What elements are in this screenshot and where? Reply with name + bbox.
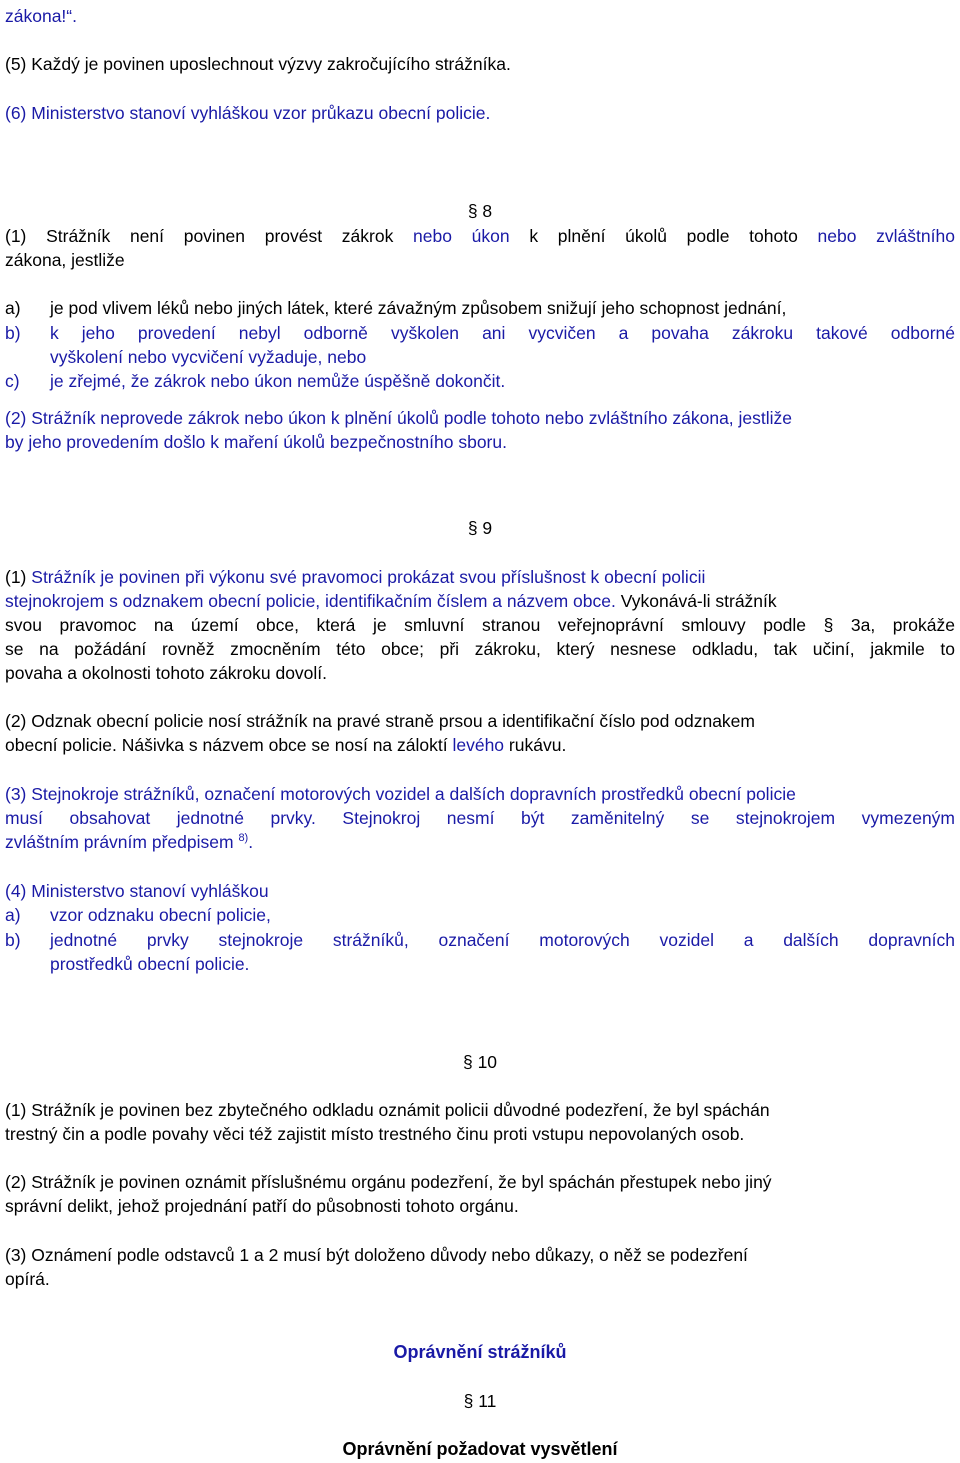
s9-p2-line1: (2) Odznak obecní policie nosí strážník na pravé straně prsou a identifikační číslo pod odznakem — [5, 711, 755, 731]
list-label-b: b) — [5, 930, 21, 950]
s8-item-b-line2: vyškolení nebo vycvičení vyžaduje, nebo — [50, 347, 367, 367]
s9-p2-line2: obecní policie. Nášivka s názvem obce se nosí na záloktí levého rukávu. — [5, 735, 567, 755]
s8-item-c: je zřejmé, že zákrok nebo úkon nemůže úspěšně dokončit. — [50, 371, 506, 391]
s9-p3-line1: (3) Stejnokroje strážníků, označení motorových vozidel a dalších dopravních prostředků obecní policie — [5, 784, 796, 804]
section-heading-10: § 10 — [462, 1052, 498, 1072]
list-label-c: c) — [5, 371, 20, 391]
section-heading-9: § 9 — [467, 518, 493, 538]
s8-item-a: je pod vlivem léků nebo jiných látek, které závažným způsobem snižují jeho schopnost jednání, — [50, 298, 787, 318]
s8-p2-line2: by jeho provedením došlo k maření úkolů bezpečnostního sboru. — [5, 432, 507, 452]
s10-p2-line1: (2) Strážník je povinen oznámit příslušnému orgánu podezření, že byl spáchán přestupek nebo jiný — [5, 1172, 772, 1192]
s9-p1-line1: (1) Strážník je povinen při výkonu své pravomoci prokázat svou příslušnost k obecní policii — [5, 567, 706, 587]
s10-p2-line2: správní delikt, jehož projednání patří do působnosti tohoto orgánu. — [5, 1196, 519, 1216]
s10-p3-line2: opírá. — [5, 1269, 50, 1289]
paragraph-6: (6) Ministerstvo stanoví vyhláškou vzor průkazu obecní policie. — [5, 103, 491, 123]
s9-p1-line2: stejnokrojem s odznakem obecní policie, identifikačním číslem a názvem obce. Vykonává-li strážník — [5, 591, 777, 611]
list-label-b: b) — [5, 323, 21, 343]
part-title: Oprávnění strážníků — [393, 1342, 567, 1362]
paragraph-5: (5) Každý je povinen uposlechnout výzvy zakročujícího strážníka. — [5, 54, 511, 74]
s10-p1-line2: trestný čin a podle povahy věci též zajistit místo trestného činu proti vstupu nepovolaných osob. — [5, 1124, 745, 1144]
s8-p1-line2: zákona, jestliže — [5, 250, 125, 270]
section-heading-11: § 11 — [463, 1391, 497, 1411]
list-label-a: a) — [5, 905, 21, 925]
s9-p4-line1: (4) Ministerstvo stanoví vyhláškou — [5, 881, 269, 901]
s8-p2-line1: (2) Strážník neprovede zákrok nebo úkon k plnění úkolů podle tohoto nebo zvláštního zákona, jestliže — [5, 408, 793, 428]
footnote-ref: 8) — [238, 832, 249, 844]
s9-item-b-line1: jednotné prvky stejnokroje strážníků, označení motorových vozidel a dalších dopravních — [50, 930, 955, 950]
section-subtitle: Oprávnění požadovat vysvětlení — [342, 1439, 618, 1459]
section-heading-8: § 8 — [467, 201, 493, 221]
text-line: zákona!“. — [5, 6, 77, 26]
list-label-a: a) — [5, 298, 21, 318]
s10-p3-line1: (3) Oznámení podle odstavců 1 a 2 musí být doloženo důvody nebo důkazy, o něž se podezření — [5, 1245, 748, 1265]
s9-item-b-line2: prostředků obecní policie. — [50, 954, 250, 974]
s8-item-b-line1: k jeho provedení nebyl odborně vyškolen ani vycvičen a povaha zákroku takové odborné — [50, 323, 955, 343]
s9-p3-line2: musí obsahovat jednotné prvky. Stejnokroj nesmí být zaměnitelný se stejnokrojem vymezeným — [5, 808, 955, 828]
s9-p1-line3: svou pravomoc na území obce, která je smluvní stranou veřejnoprávní smlouvy podle § 3a, prokáže — [5, 615, 955, 635]
s8-p1-line1: (1) Strážník není povinen provést zákrok nebo úkon k plnění úkolů podle tohoto nebo zvláštního — [5, 226, 955, 246]
s9-p1-line5: povaha a okolnosti tohoto zákroku dovolí. — [5, 663, 328, 683]
s9-item-a: vzor odznaku obecní policie, — [50, 905, 271, 925]
s9-p3-line3: zvláštním právním předpisem $^{8)}$. — [5, 832, 254, 852]
s10-p1-line1: (1) Strážník je povinen bez zbytečného odkladu oznámit policii důvodné podezření, že byl spáchán — [5, 1100, 770, 1120]
s9-p1-line4: se na požádání rovněž zmocněním této obce; při zákroku, který nesnese odkladu, tak učiní, jakmile to — [5, 639, 955, 659]
